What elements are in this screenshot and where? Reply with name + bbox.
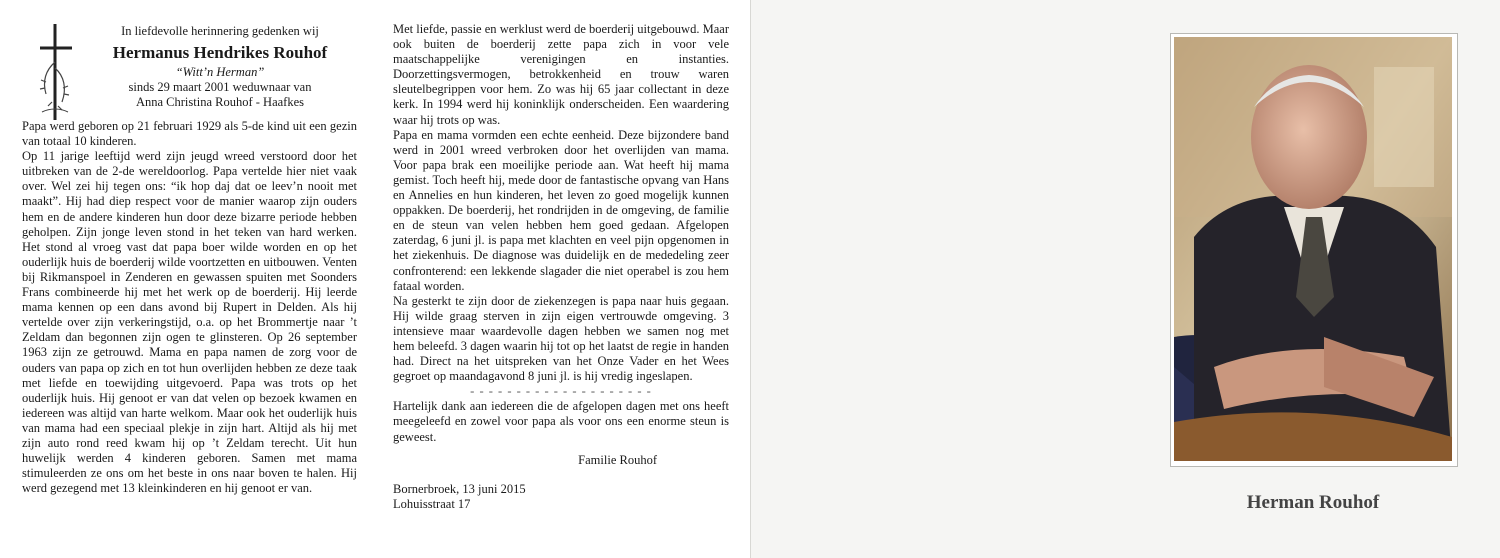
paragraph: Met liefde, passie en werklust werd de boerderij uitgebouwd. Maar ook buiten de boerderij zette papa zich in voor vele maatschappelijke verenigingen en instanties. Doorzettingsvermogen, betrokkenheid en trouw waren sleutelbegrippen voor hem. Zo was hij 65 jaar collectant in deze kerk. In 1994 werd hij koninklijk onderscheiden. Een waardering waar hij trots op was. <box>393 22 729 127</box>
widower-line: sinds 29 maart 2001 weduwnaar van <box>128 80 312 94</box>
cross-icon <box>32 22 78 122</box>
nickname: “Witt’n Herman” <box>175 65 265 79</box>
paragraph: Op 11 jarige leeftijd werd zijn jeugd wreed verstoord door het uitbreken van de 2-de wereldoorlog. Papa vertelde hier niet vaak over. Wel zei hij tegen ons: “ik hop daj dat oe leev’n nooit met maakt”. Hij had diep respect voor de manier waarop zijn ouders hem en de andere kinderen hun door deze bizarre periode hebben geholpen. Zijn jonge leven stond in het teken van hard werken. Het stond al vroeg vast dat papa boer wilde worden en op het ouderlijk huis de boerderij wilde voortzetten en uitbouwen. Venten bij Rikmanspoel in Zenderen en gewassen spuiten met Soonders Frans combineerde hij met het werk op de boerderij. Hij leerde mama kennen op een dans avond bij Rupert in Delden. Als hij vertelde over zijn verkeringstijd, o.a. op het Brommertje naar ’t Zeldam dan begonnen zijn ogen te glinsteren. Op 26 september 1963 zijn ze getrouwd. Mama en papa namen de zorg voor de ouders van papa op zich en tot hun overlijden hebben ze deze taak met liefde en toewijding uitgevoerd. Papa was trots op het ouderlijk huis. Hij genoot er van dat velen op bezoek kwamen en iedereen was altijd van harte welkom. Maar ook het ouderlijk huis van mama had een speciaal plekje in zijn hart. Altijd als hij met zijn auto rond reed kwam hij op ’t Zeldam terecht. Uit hun huwelijk werden 4 kinderen geboren. Samen met mama stimuleerden ze ons om het beste in ons naar boven te halen. Hij werd gezegend met 13 kleinkinderen en hij genoot er van. <box>22 149 357 496</box>
text-column-left <box>22 119 357 496</box>
text-column-right <box>393 22 729 512</box>
paragraph: Papa werd geboren op 21 februari 1929 als 5-de kind uit een gezin van totaal 10 kinderen. <box>22 119 357 149</box>
portrait-photo <box>1174 37 1452 461</box>
paragraph: Hartelijk dank aan iedereen die de afgelopen dagen met ons heeft meegeleefd en zowel voor papa als voor ons een enorme steun is geweest. <box>393 399 729 444</box>
signature: Familie Rouhof <box>578 452 657 467</box>
paragraph: Na gesterkt te zijn door de ziekenzegen is papa naar huis gegaan. Hij wilde graag sterven in zijn eigen vertrouwde omgeving. 3 intensieve maar waardevolle dagen hebben we samen nog met hem beleefd. 3 dagen waarin hij tot op het laatst de regie in handen had. Direct na het uitspreken van het Onze Vader en het Wees gegroet op maandagavond 8 juni jl. is hij vredig ingeslapen. <box>393 293 729 384</box>
photo-caption: Herman Rouhof <box>1246 492 1380 513</box>
place-date: Bornerbroek, 13 juni 2015 <box>393 481 526 496</box>
memorial-header <box>90 24 350 110</box>
intro-line: In liefdevolle herinnering gedenken wij <box>121 24 319 38</box>
spouse-name: Anna Christina Rouhof - Haafkes <box>135 95 305 109</box>
paragraph: Papa en mama vormden een echte eenheid. Deze bijzondere band werd in 2001 wreed verbroken door het overlijden van mama. Voor papa brak een moeilijke periode aan. Wat heeft hij mama gemist. Toch heeft hij, mede door de fantastische opvang van Hans en Annelies en hun kinderen, het leven zo goed mogelijk kunnen oppakken. De boerderij, het rondrijden in de omgeving, de familie en de steun van velen hebben hem goed gedaan. Afgelopen zaterdag, 6 juni jl. is papa met klachten en veel pijn opgenomen in het ziekenhuis. De diagnose was duidelijk en de mededeling zeer confronterend: een lekkende slagader die niet operabel is zou hem fataal worden. <box>393 127 729 293</box>
address: Lohuisstraat 17 <box>393 496 471 511</box>
separator: - - - - - - - - - - - - - - - - - - - - <box>470 384 652 399</box>
deceased-name: Hermanus Hendrikes Rouhof <box>112 43 328 62</box>
